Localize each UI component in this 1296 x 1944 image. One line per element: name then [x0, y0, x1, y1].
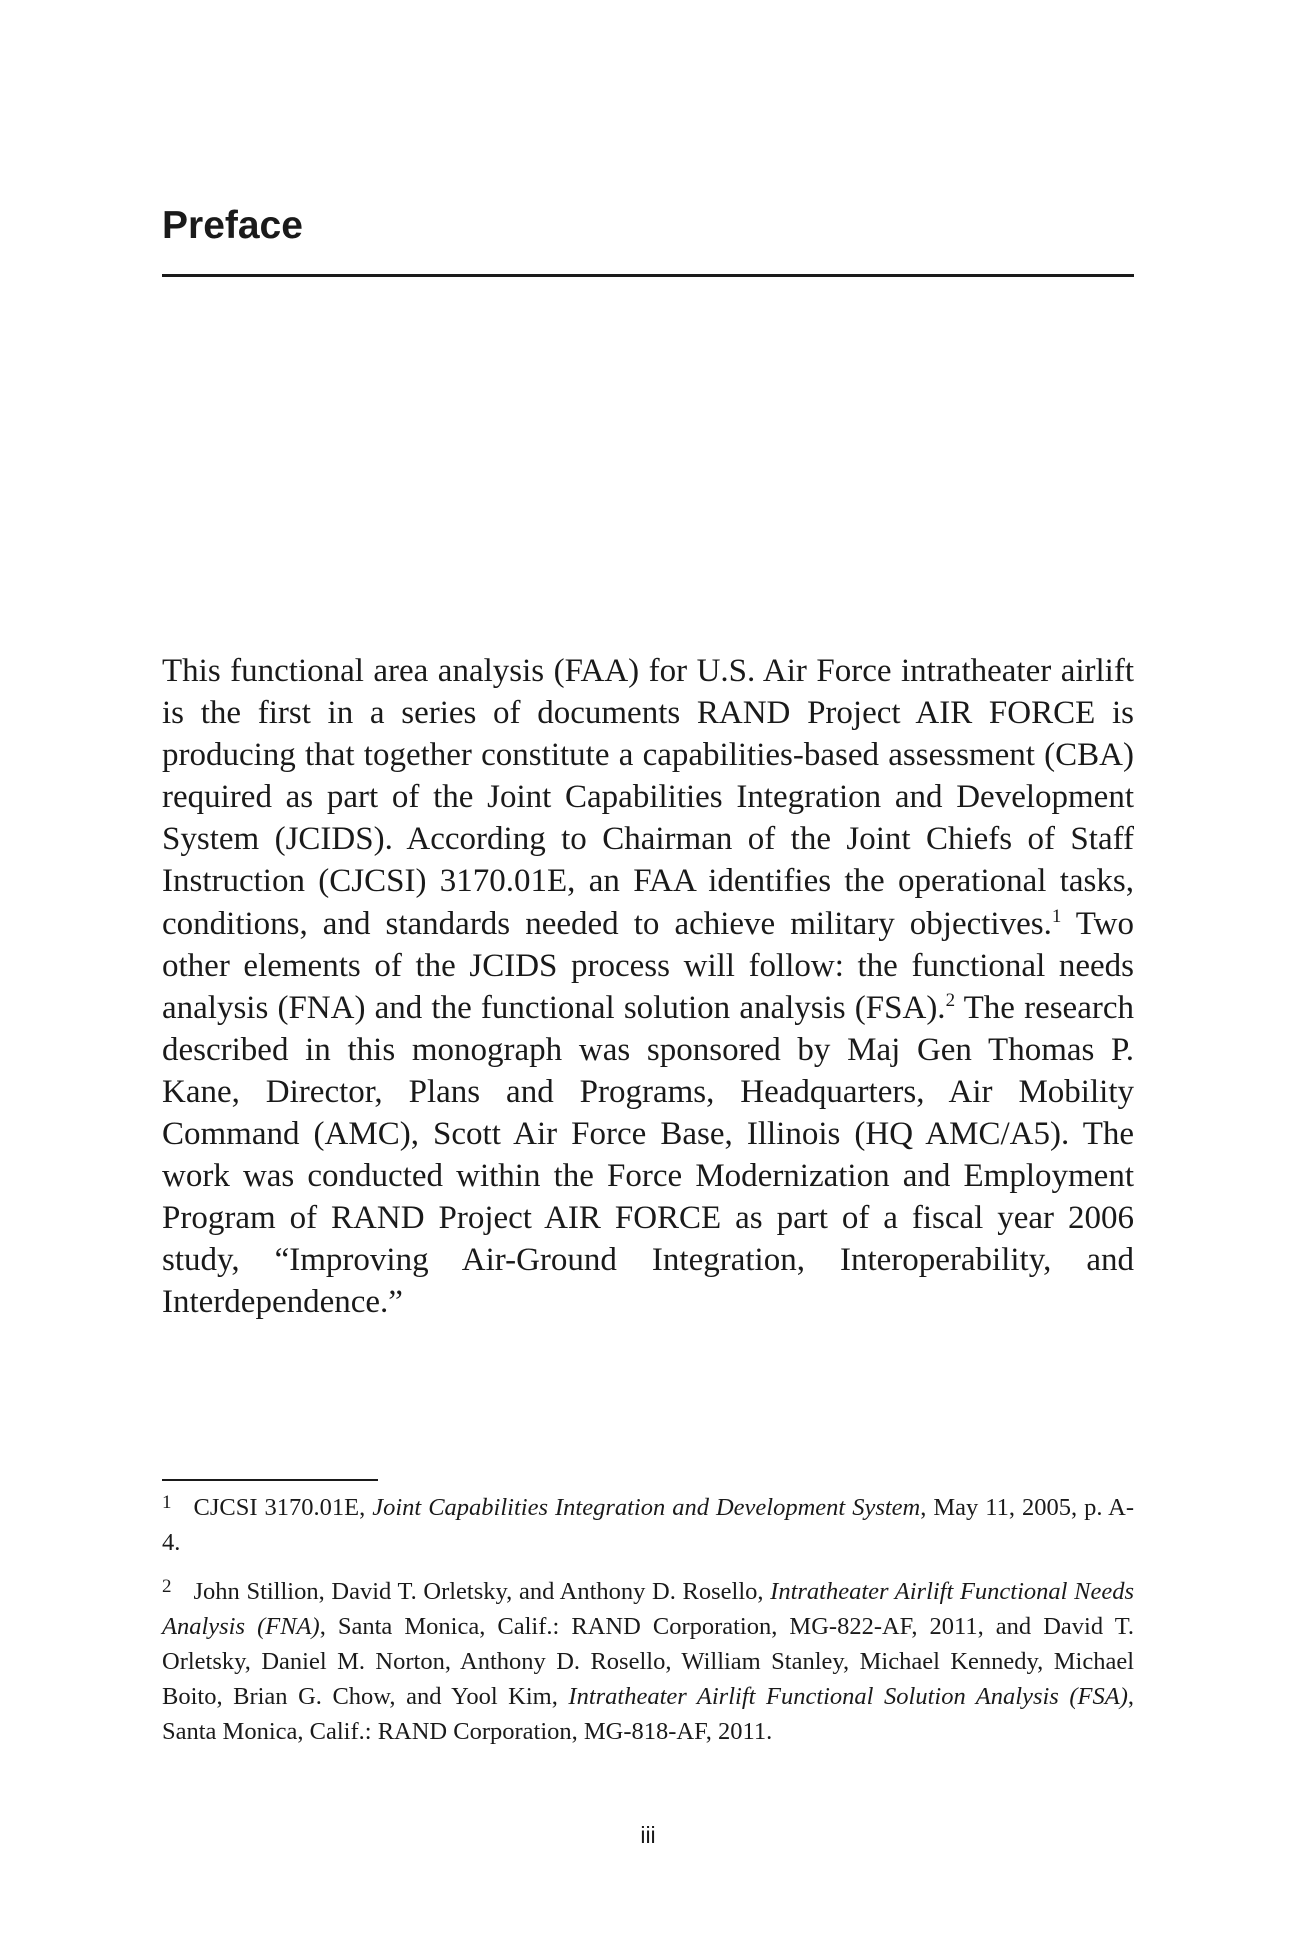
footnote-1 — [162, 1490, 1134, 1560]
body-text-part-3: The research described in this monograph was sponsored by Maj Gen Thomas P. Kane, Director, Plans and Programs, Headquarters, Air Mobility Command (AMC), Scott Air Force Base, Illinois (HQ AMC/A5). The work was conducted within the Force Modernization and Employment Program of RAND Project AIR FORCE as part of a fiscal year 2006 study, “Improving Air-Ground Integration, Interoperability, and Interdependence.” — [162, 989, 1134, 1321]
page-number: iii — [640, 1822, 656, 1848]
footnote-text: , May 11, 2005, p. A-4. — [162, 1494, 1135, 1556]
page-heading: Preface — [162, 204, 303, 247]
body-text-part-1: This functional area analysis (FAA) for U.S. Air Force intratheater airlift is the first in a series of documents RAND Project AIR FORCE is producing that together constitute a capabilities-based assessment (CBA) required as part of the Joint Capabilities Integration and Development System (JCIDS). According to Chairman of the Joint Chiefs of Staff Instruction (CJCSI) 3170.01E, an FAA identifies the operational tasks, conditions, and standards needed to achieve military objectives. — [162, 653, 1134, 942]
footnote-title: Intratheater Airlift Functional Needs Analysis (FNA) — [162, 1578, 1134, 1640]
footnote-title: Joint Capabilities Integration and Development System — [372, 1494, 921, 1521]
body-paragraph — [162, 650, 1134, 1324]
footnote-reference-2[interactable]: 2 — [945, 989, 956, 1011]
footnote-reference-1[interactable]: 1 — [1051, 905, 1062, 927]
footnote-text: , Santa Monica, Calif.: RAND Corporation, MG-818-AF, 2011. — [162, 1683, 1135, 1745]
footnote-2 — [162, 1574, 1134, 1749]
footnotes — [162, 1490, 1134, 1763]
footnote-text: John Stillion, David T. Orletsky, and Anthony D. Rosello, — [193, 1578, 771, 1605]
footnote-text: CJCSI 3170.01E, — [193, 1494, 373, 1521]
footnote-separator — [162, 1479, 378, 1481]
footnote-text: , Santa Monica, Calif.: RAND Corporation, MG-822-AF, 2011, and David T. Orletsky, Daniel M. Norton, Anthony D. Rosello, William Stanley, Michael Kennedy, Michael Boito, Brian G. Chow, and Yool Kim, — [162, 1613, 1134, 1710]
body-text-part-2: Two other elements of the JCIDS process will follow: the functional needs analysis (FNA) and the functional solution analysis (FSA). — [162, 905, 1134, 1026]
footnote-title: Intratheater Airlift Functional Solution Analysis (FSA) — [568, 1683, 1128, 1710]
heading-rule — [162, 274, 1134, 277]
footnote-number: 2 — [162, 1576, 172, 1597]
footnote-number: 1 — [162, 1492, 172, 1513]
